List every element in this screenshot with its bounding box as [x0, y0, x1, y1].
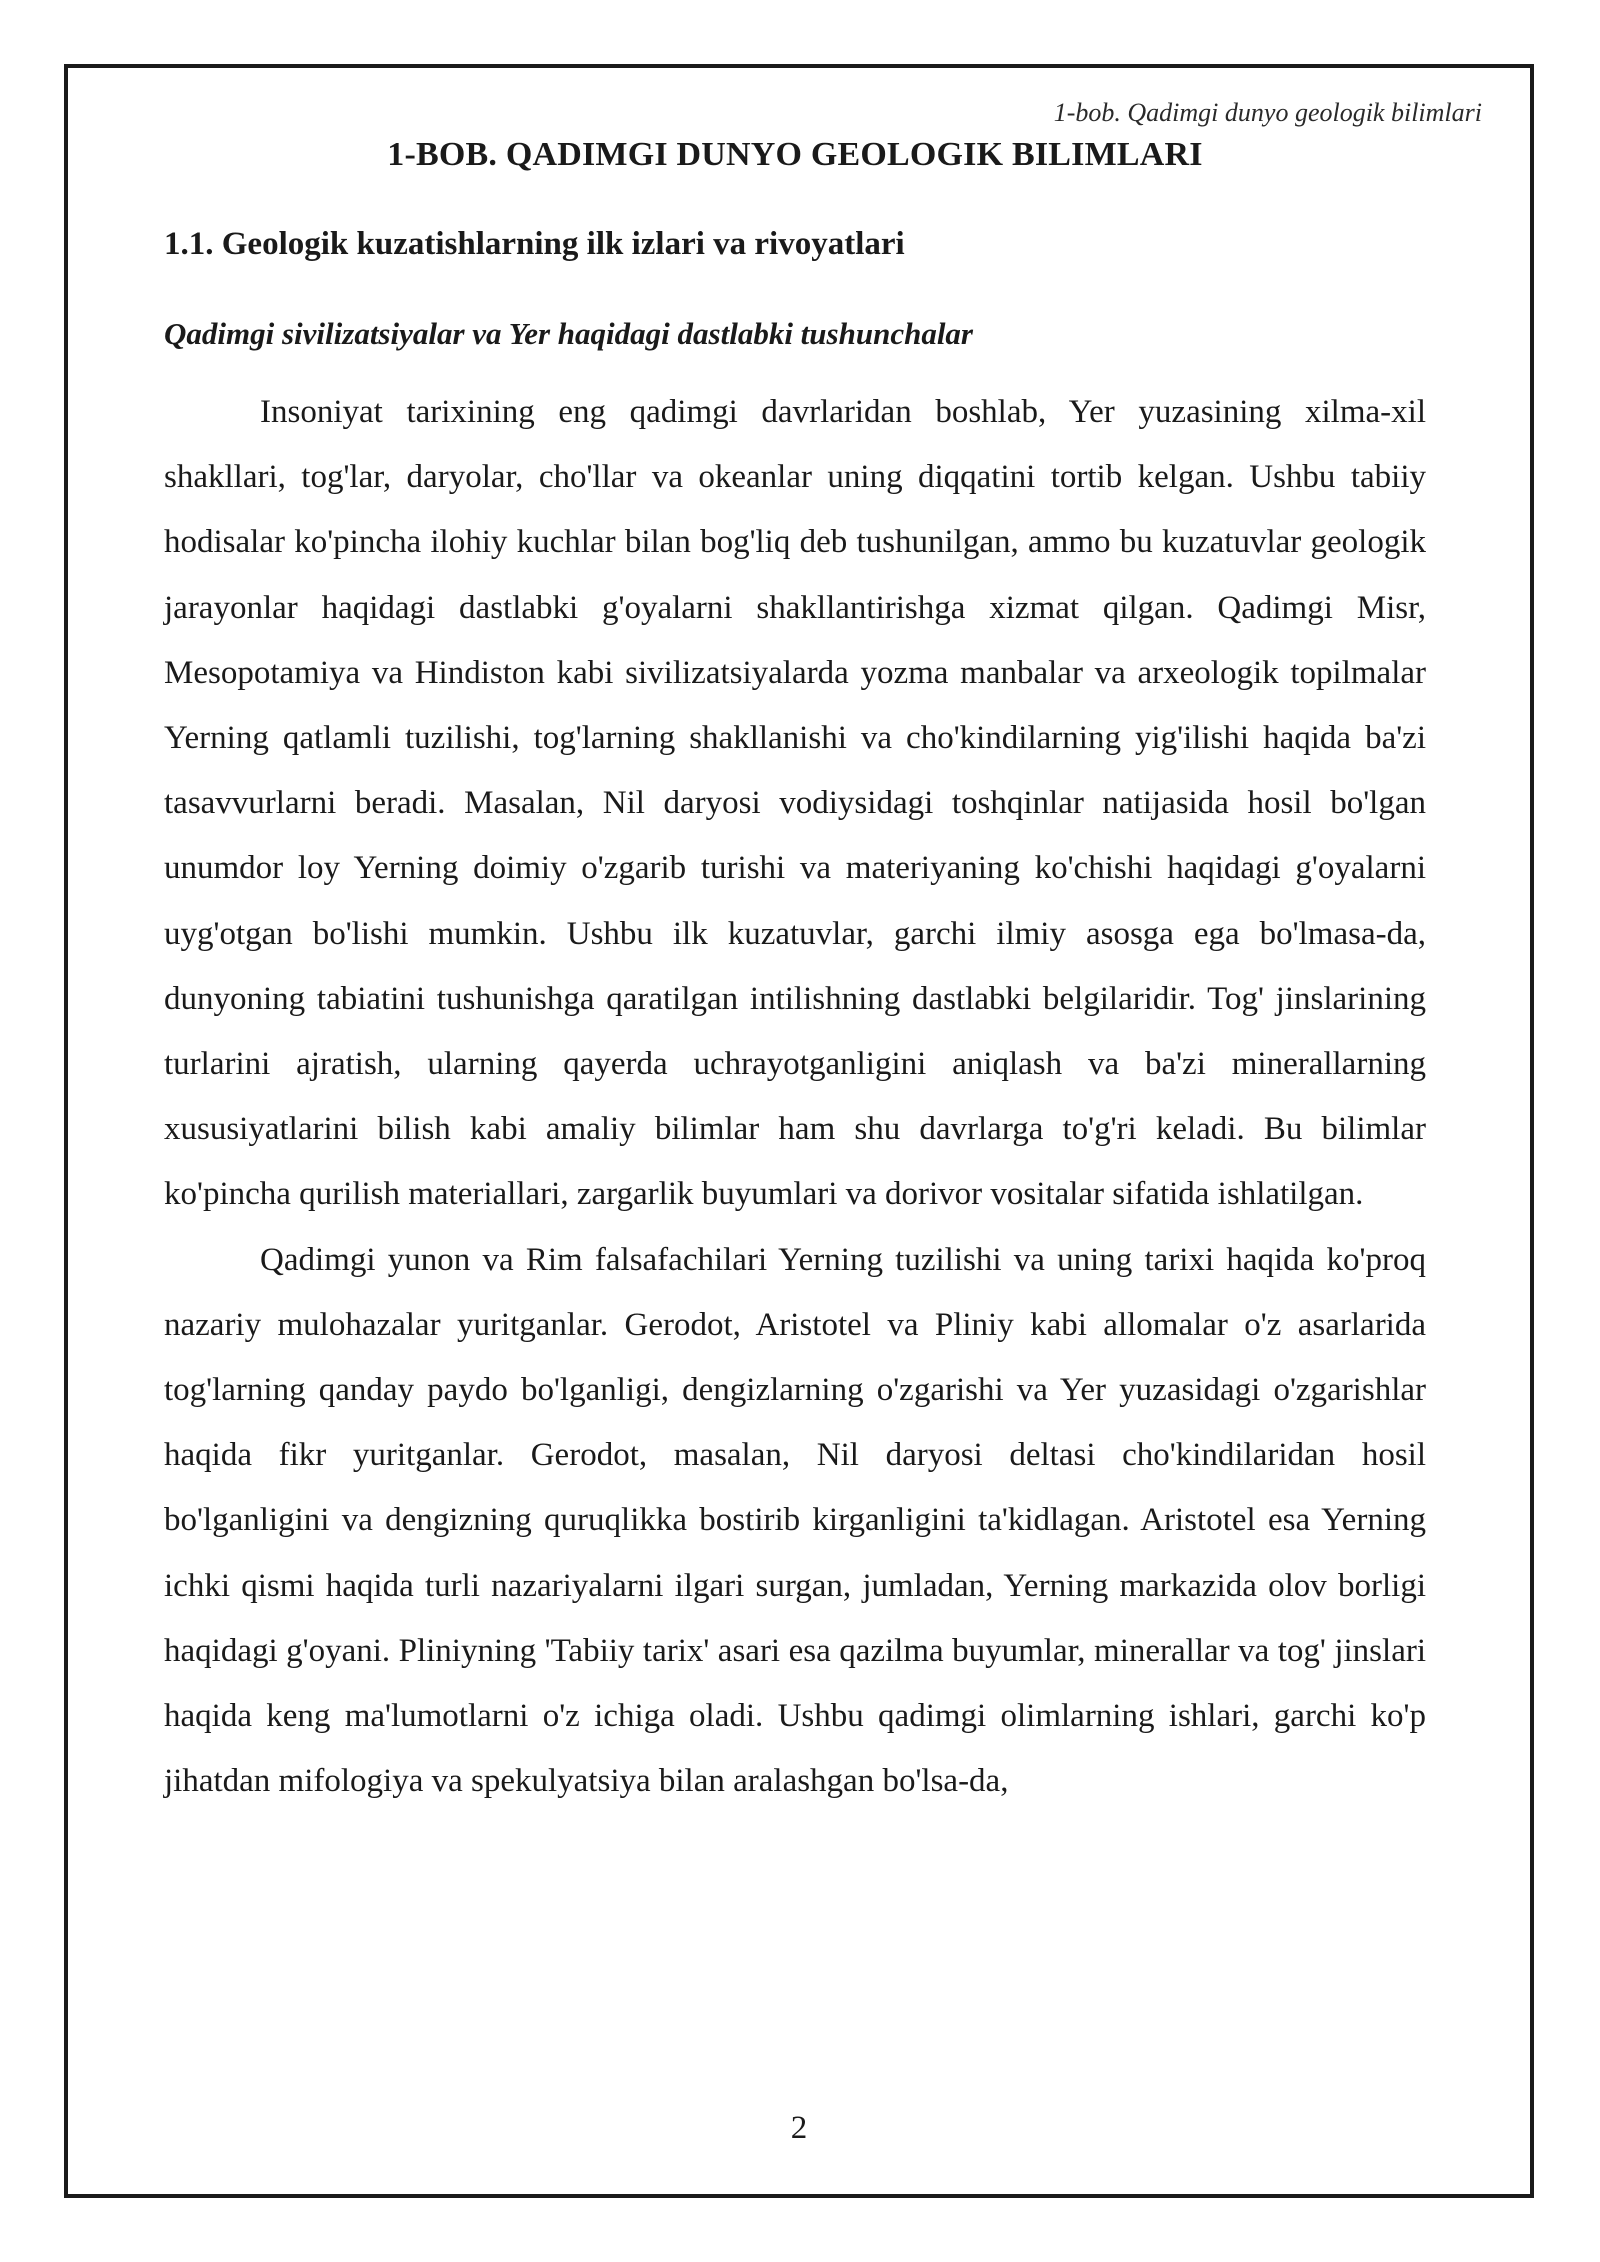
page-border	[64, 64, 1534, 2198]
chapter-title: 1-BOB. QADIMGI DUNYO GEOLOGIK BILIMLARI	[387, 136, 1203, 173]
subsection-title: Qadimgi sivilizatsiyalar va Yer haqidagi dastlabki tushunchalar	[164, 316, 973, 351]
section-title: 1.1. Geologik kuzatishlarning ilk izlari va rivoyatlari	[164, 226, 905, 262]
page-number: 2	[790, 2110, 808, 2146]
running-header: 1-bob. Qadimgi dunyo geologik bilimlari	[1053, 98, 1482, 127]
paragraph-1: Insoniyat tarixining eng qadimgi davrlaridan boshlab, Yer yuzasining xilma-xil shakllari, tog'lar, daryolar, cho'llar va okeanlar uning diqqatini tortib kelgan. Ushbu tabiiy hodisalar ko'pincha ilohiy kuchlar bilan bog'liq deb tushunilgan, ammo bu kuzatuvlar geologik jarayonlar haqidagi dastlabki g'oyalarni shakllantirishga xizmat qilgan. Qadimgi Misr, Mesopotamiya va Hindiston kabi sivilizatsiyalarda yozma manbalar va arxeologik topilmalar Yerning qatlamli tuzilishi, tog'larning shakllanishi va cho'kindilarning yig'ilishi haqida ba'zi tasavvurlarni beradi. Masalan, Nil daryosi vodiysidagi toshqinlar natijasida hosil bo'lgan unumdor loy Yerning doimiy o'zgarib turishi va materiyaning ko'chishi haqidagi g'oyalarni uyg'otgan bo'lishi mumkin. Ushbu ilk kuzatuvlar, garchi ilmiy asosga ega bo'lmasa-da, dunyoning tabiatini tushunishga qaratilgan intilishning dastlabki belgilaridir. Tog' jinslarining turlarini ajratish, ularning qayerda uchrayotganligini aniqlash va ba'zi minerallarning xususiyatlarini bilish kabi amaliy bilimlar ham shu davrlarga to'g'ri keladi. Bu bilimlar ko'pincha qurilish materiallari, zargarlik buyumlari va dorivor vositalar sifatida ishlatilgan.	[164, 394, 1426, 1213]
paragraph-2: Qadimgi yunon va Rim falsafachilari Yerning tuzilishi va uning tarixi haqida ko'proq nazariy mulohazalar yuritganlar. Gerodot, Aristotel va Pliniy kabi allomalar o'z asarlarida tog'larning qanday paydo bo'lganligi, dengizlarning o'zgarishi va Yer yuzasidagi o'zgarishlar haqida fikr yuritganlar. Gerodot, masalan, Nil daryosi deltasi cho'kindilaridan hosil bo'lganligini va dengizning quruqlikka bostirib kirganligini ta'kidlagan. Aristotel esa Yerning ichki qismi haqida turli nazariyalarni ilgari surgan, jumladan, Yerning markazida olov borligi haqidagi g'oyani. Pliniyning 'Tabiiy tarix' asari esa qazilma buyumlar, minerallar va tog' jinslari haqida keng ma'lumotlarni o'z ichiga oladi. Ushbu qadimgi olimlarning ishlari, garchi ko'p jihatdan mifologiya va spekulyatsiya bilan aralashgan bo'lsa-da,	[164, 1241, 1426, 1800]
body-text	[164, 380, 1426, 1814]
